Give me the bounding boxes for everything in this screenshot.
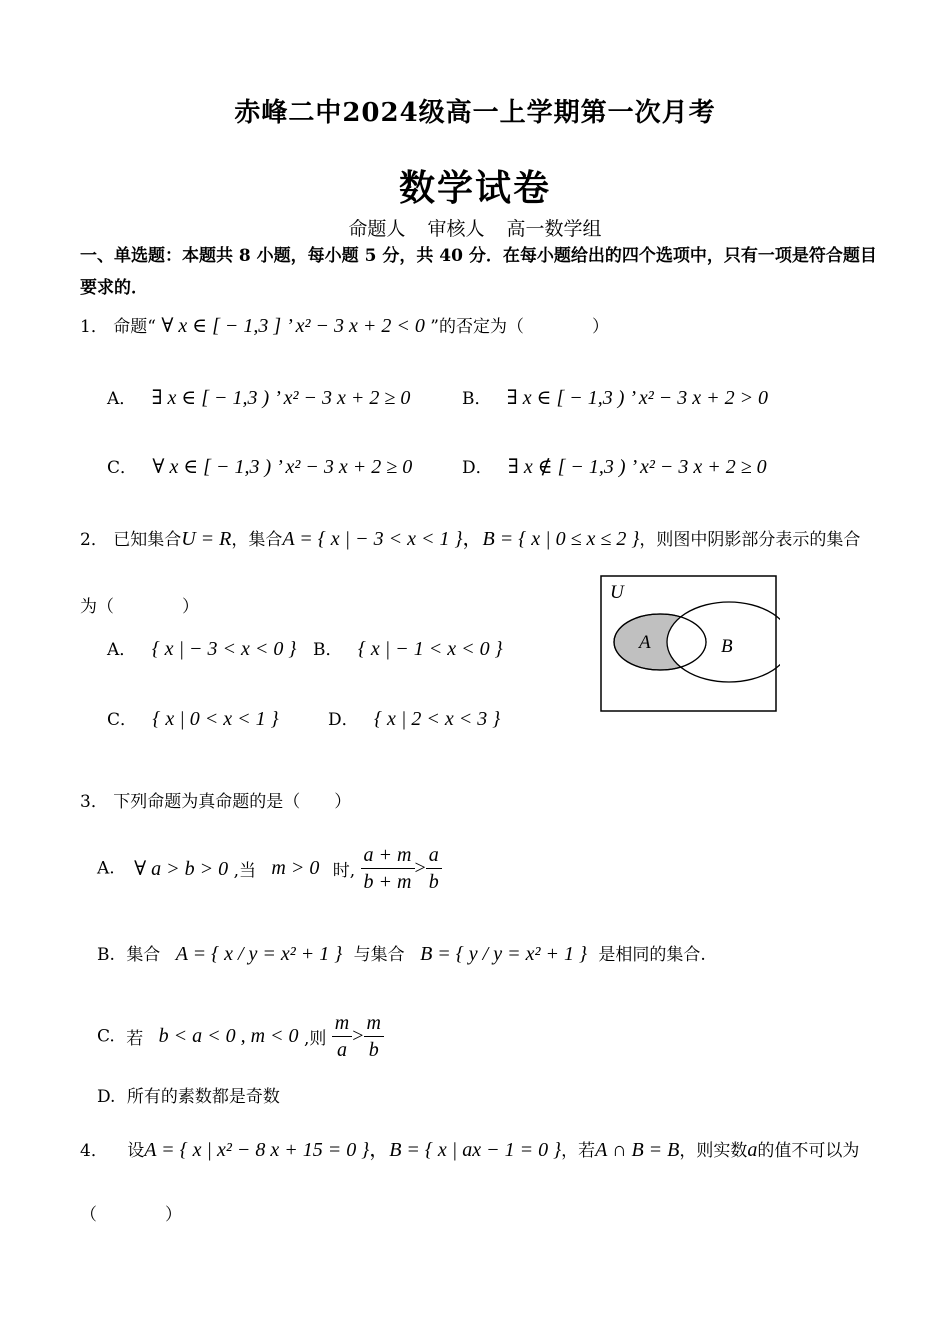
option-label: C. [97,1026,115,1047]
fraction-denominator: b [428,871,439,893]
greater-than: > [352,1025,364,1047]
author-group: 高一数学组 [506,218,602,240]
q2-option-d[interactable] [328,705,500,731]
q2-post: ，则图中阴影部分表示的集合 [639,530,861,550]
author-reviewer: 审核人 [427,218,485,240]
q2-option-b[interactable] [313,635,503,661]
q3c-part1: 若 [126,1029,144,1049]
option-text: ∃ x ∈ [ − 1,3 ) ’ x² − 3 x + 2 ≥ 0 [151,387,411,409]
q1-option-c[interactable] [107,453,412,479]
option-label: B． [462,389,492,409]
q3a-part4: 时, [332,861,356,881]
q4-set-b: B = { x | ax − 1 = 0 } [389,1139,562,1161]
q2-stem: 2． 已知集合U = R，集合A = { x | − 3 < x < 1 }，B = { x | 0 ≤ x ≤ 2 }，则图中阴影部分表示的集合 [80,528,861,550]
q2-stem-line2: 为（ ） [80,597,199,617]
q4-condition: A ∩ B = B [595,1139,680,1161]
fraction-numerator: a [426,842,442,869]
q2-mid: ，集合 [231,530,283,550]
option-label: A. [97,858,115,879]
q1-pre: 命题“ [113,317,156,337]
q3b-set-b: B = { y / y = x² + 1 } [420,943,587,965]
q4-stem-line2: （ ） [80,1205,182,1225]
fraction-numerator: m [364,1010,384,1037]
q1-expression: ∀ x ∈ [ − 1,3 ] ’ x² − 3 x + 2 < 0 [161,315,425,337]
author-setter: 命题人 [348,218,406,240]
option-label: D． [328,710,359,730]
q4-post2: 的值不可以为 [757,1141,860,1161]
q1-option-a[interactable] [107,384,410,410]
q3-number: 3． [80,792,108,812]
q3-option-b[interactable] [97,940,706,966]
fraction-numerator: m [332,1010,352,1037]
section-heading: 一、单选题：本题共 8 小题，每小题 5 分，共 40 分．在每小题给出的四个选项中，只有一项是符合题目要求的． [80,246,877,298]
q3-stem-text: 下列命题为真命题的是（ ） [113,792,352,812]
q2-number: 2． [80,530,108,550]
option-label: A． [107,640,137,660]
option-label: A． [107,389,137,409]
q1-post: ”的否定为（ ） [430,317,609,337]
fraction-denominator: b [368,1039,379,1061]
option-text: ∃ x ∉ [ − 1,3 ) ’ x² − 3 x + 2 ≥ 0 [508,456,767,478]
q3-option-d[interactable] [97,1082,280,1107]
q3c-part3: ,则 [303,1029,327,1049]
q3b-set-a: A = { x / y = x² + 1 } [175,943,343,965]
option-text: ∃ x ∈ [ − 1,3 ) ’ x² − 3 x + 2 > 0 [506,387,769,409]
option-label: D. [97,1087,116,1107]
option-text: { x | − 1 < x < 0 } [357,638,503,660]
q1-number: 1． [80,317,108,337]
q4-post: ，则实数 [679,1141,748,1161]
q3c-fraction-right [364,1010,384,1063]
option-text: { x | − 3 < x < 0 } [151,638,297,660]
q1-option-d[interactable] [462,453,767,479]
q3c-part2: b < a < 0 , m < 0 [158,1025,299,1047]
q3-stem [80,787,351,812]
q3-option-c[interactable] [97,1010,384,1063]
greater-than: > [414,857,426,879]
venn-a-label: A [639,632,651,653]
option-text: { x | 0 < x < 1 } [152,708,279,730]
option-text: { x | 2 < x < 3 } [374,708,501,730]
q2-pre: 已知集合 [113,530,182,550]
option-label: B. [97,945,115,965]
q3a-fraction-left [361,842,415,895]
option-label: D． [462,458,493,478]
q2-option-c[interactable] [107,705,279,731]
q2-universe: U = R [181,528,232,550]
q3a-fraction-right [426,842,442,895]
venn-b-label: B [721,636,733,657]
q3a-part2: ,当 [233,861,256,881]
q1-option-b[interactable] [462,384,768,410]
q2-option-a[interactable] [107,635,296,661]
q2-set-b: B = { x | 0 ≤ x ≤ 2 } [482,528,640,550]
venn-u-label: U [610,582,624,603]
q3a-part3: m > 0 [271,857,320,879]
q4-set-a: A = { x | x² − 8 x + 15 = 0 } [144,1139,370,1161]
q1-stem [80,312,609,338]
authors-line [0,214,950,241]
q3b-part3: 与集合 [353,945,405,965]
option-label: C． [107,710,138,730]
q3-option-a[interactable] [97,842,442,895]
option-label: B． [313,640,343,660]
q4-stem: 4． 设A = { x | x² − 8 x + 15 = 0 }，B = { x | ax − 1 = 0 }，若A ∩ B = B，则实数a的值不可以为 [80,1139,860,1161]
q2-set-a: A = { x | − 3 < x < 1 } [282,528,463,550]
venn-diagram [600,574,780,714]
q3b-part1: 集合 [126,945,161,965]
q4-pre: 设 [127,1141,145,1161]
q3a-part1: ∀ a > b > 0 [134,858,229,880]
fraction-denominator: b + m [363,871,412,893]
exam-title: 赤峰二中2024级高一上学期第一次月考 [234,98,716,128]
exam-subject: 数学试卷 [398,167,551,209]
fraction-denominator: a [337,1039,347,1061]
option-label: C． [107,458,138,478]
q4-number: 4． [80,1141,108,1161]
q4-variable: a [747,1139,758,1161]
q3b-part5: 是相同的集合. [598,945,706,965]
fraction-numerator: a + m [361,842,415,869]
q3c-fraction-left [332,1010,352,1063]
q4-mid: ，若 [561,1141,596,1161]
q3d-text: 所有的素数都是奇数 [126,1087,280,1107]
option-text: ∀ x ∈ [ − 1,3 ) ’ x² − 3 x + 2 ≥ 0 [152,456,413,478]
